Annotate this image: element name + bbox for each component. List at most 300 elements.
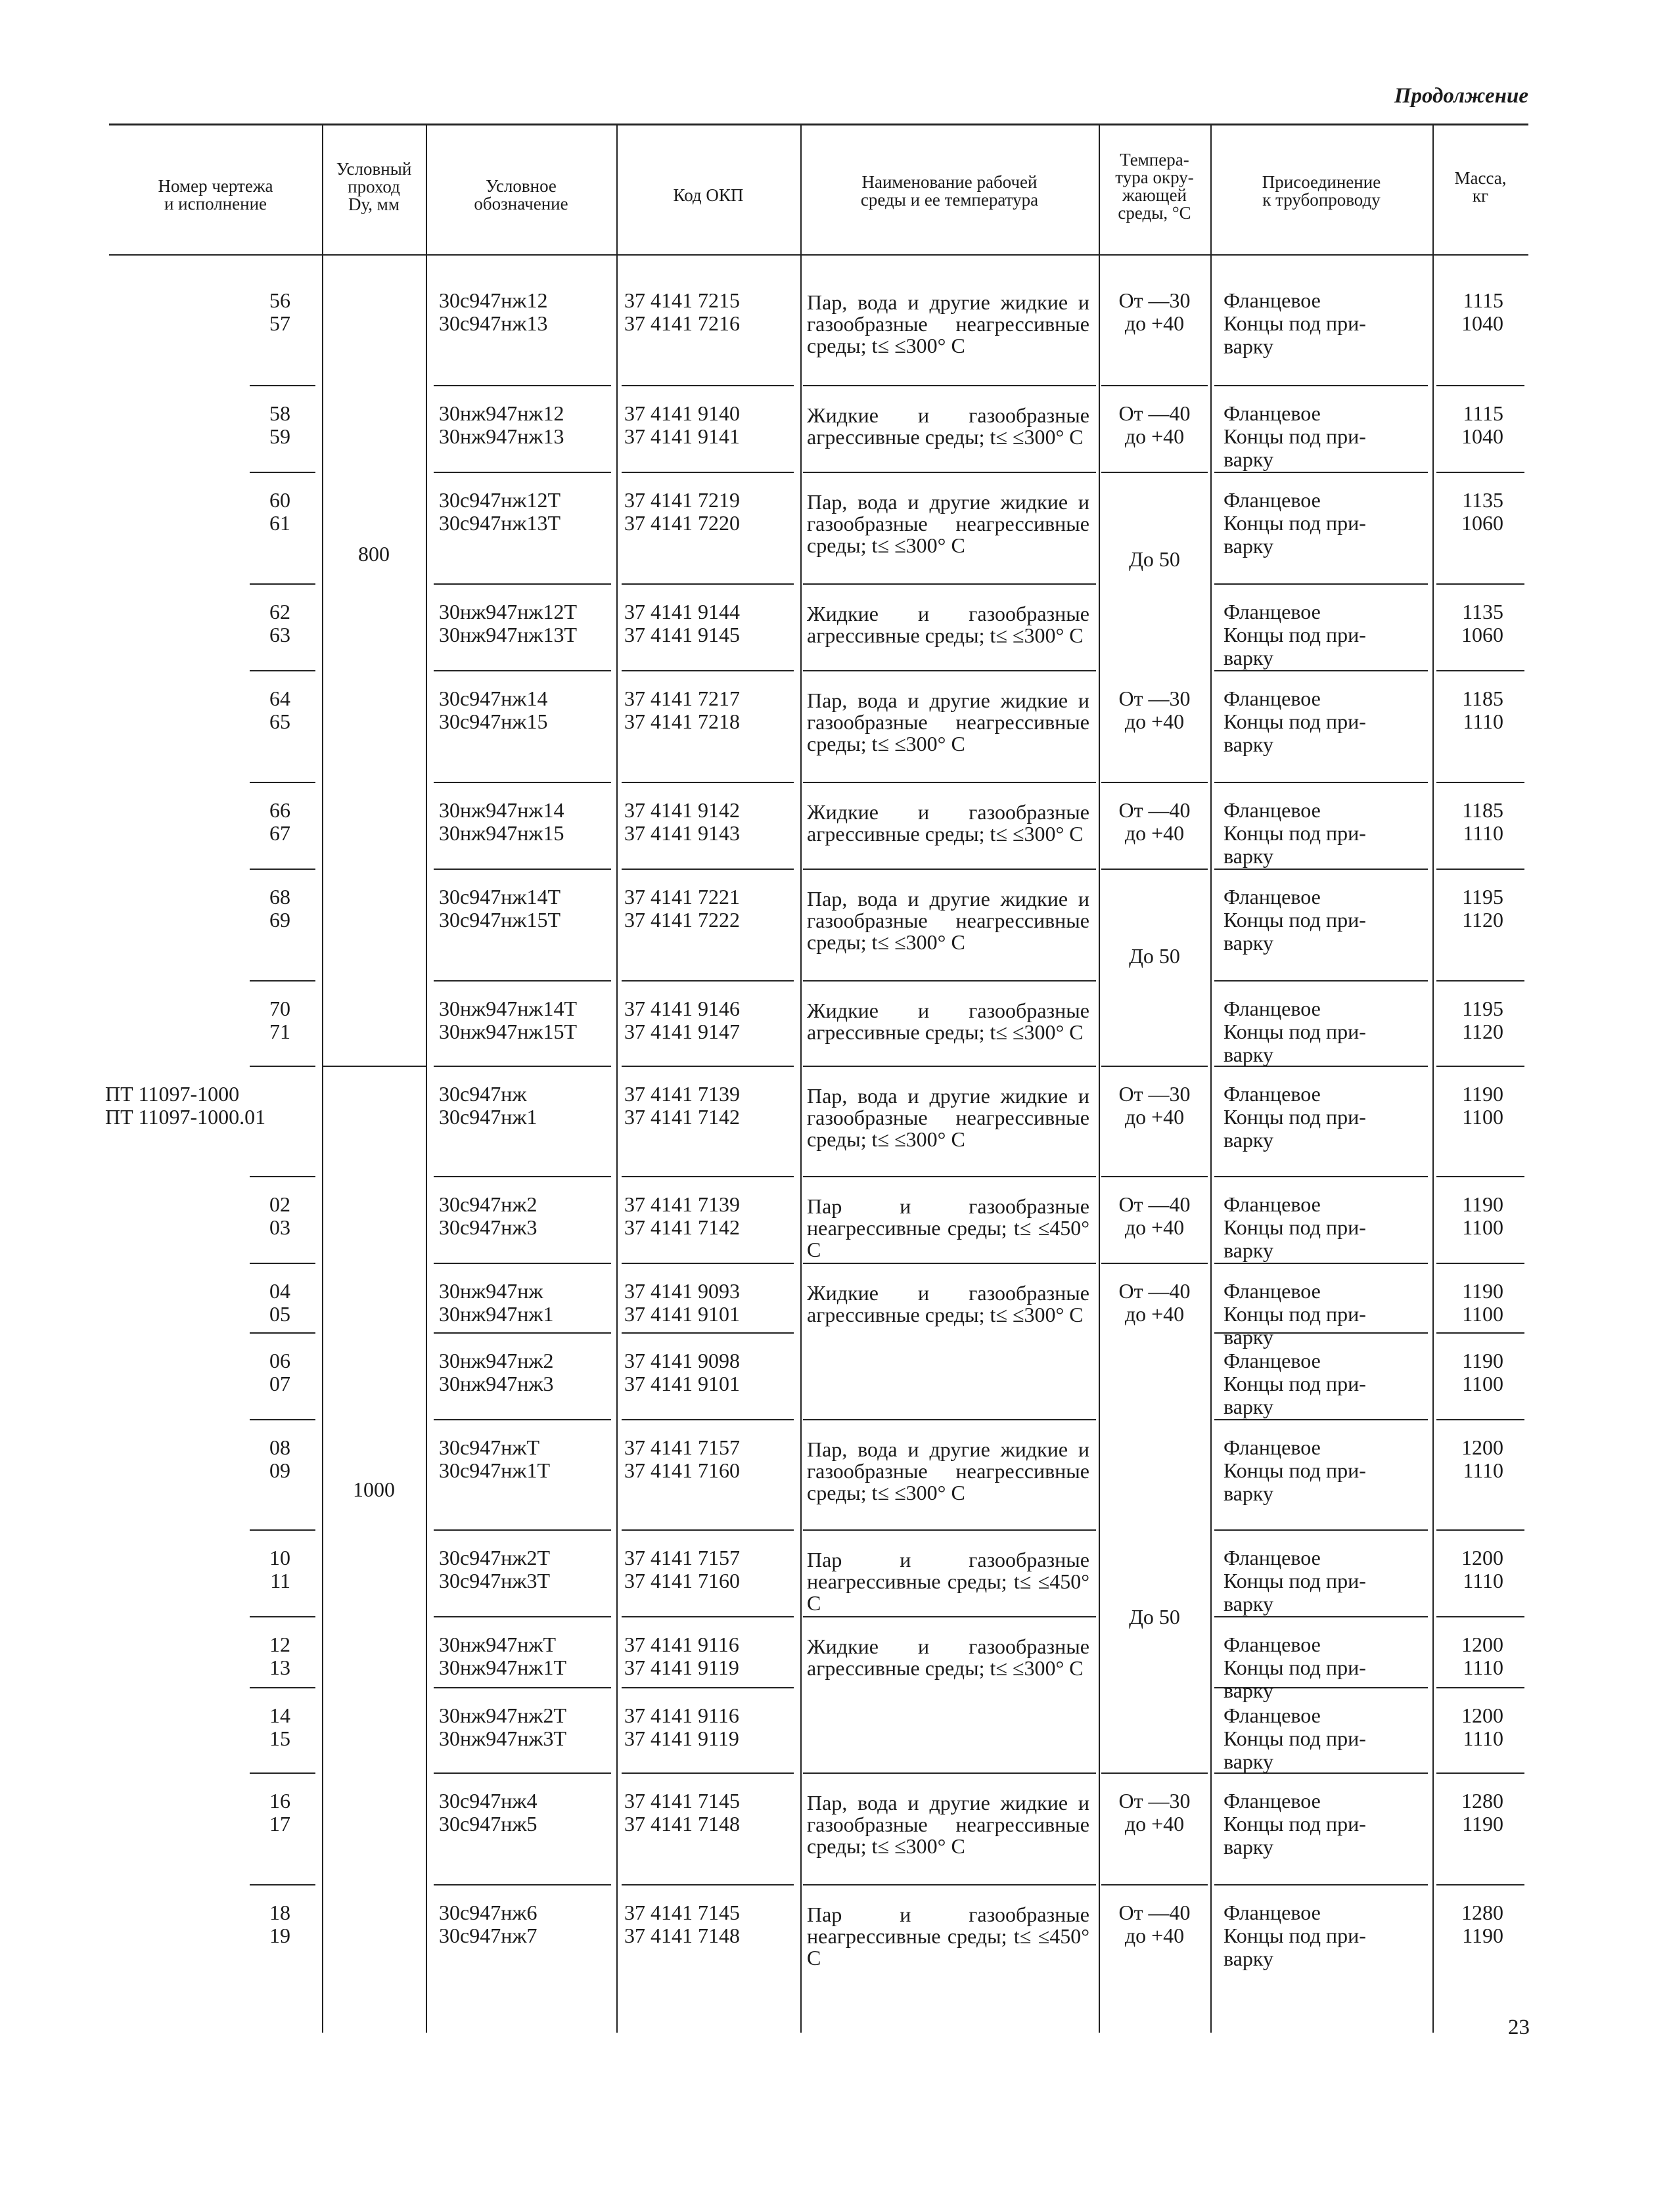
pipe-connection: Фланцевое (1223, 1192, 1321, 1216)
okp-code: 37 4141 9146 (624, 997, 740, 1020)
pipe-connection: варку (1223, 1043, 1273, 1066)
pipe-connection: варку (1223, 1325, 1273, 1349)
row-divider-designation (434, 1772, 611, 1774)
working-medium: Жидкие и газообразные агрессивные среды; t≤ ≤300° С (807, 403, 1089, 449)
column-header-7 (1210, 173, 1432, 209)
pipe-connection: варку (1223, 844, 1273, 868)
ambient-temperature: до +40 (1124, 1215, 1185, 1239)
ambient-temperature: До 50 (1129, 944, 1180, 968)
row-divider-connection (1214, 583, 1428, 585)
column-rule (616, 124, 618, 2033)
okp-code: 37 4141 7145 (624, 1789, 740, 1813)
designation: 30нж947нж14 (439, 798, 564, 822)
mass-value: 1100 (1462, 1302, 1503, 1326)
pipe-connection: варку (1223, 1238, 1273, 1262)
row-divider-okp (622, 1263, 794, 1264)
designation: 30с947нж15Т (439, 908, 560, 932)
row-divider-connection (1214, 1687, 1428, 1688)
row-divider-connection (1214, 1332, 1428, 1334)
row-divider-mass (1436, 1263, 1524, 1264)
row-divider-designation (434, 1529, 611, 1531)
okp-code: 37 4141 7218 (624, 710, 740, 733)
row-divider-okp (622, 670, 794, 671)
column-header-line: Масса, (1454, 168, 1507, 188)
ambient-temperature: До 50 (1129, 1605, 1180, 1629)
row-divider-medium (803, 1419, 1096, 1420)
column-header-8 (1432, 169, 1528, 205)
row-divider-number (250, 869, 315, 870)
ambient-temperature: до +40 (1124, 424, 1185, 448)
ambient-temperature: От —30 (1118, 687, 1191, 710)
row-divider-designation (434, 1263, 611, 1264)
row-divider-number (250, 1616, 315, 1617)
designation: 30нж947нжТ (439, 1633, 557, 1656)
ambient-temperature: От —40 (1118, 1279, 1191, 1303)
mass-value: 1060 (1461, 511, 1503, 535)
row-divider-number (250, 385, 315, 386)
pipe-connection: Концы под при- (1223, 821, 1366, 845)
mass-value: 1185 (1462, 687, 1503, 710)
designation: 30нж947нж14Т (439, 997, 578, 1020)
row-divider-number (250, 583, 315, 585)
okp-code: 37 4141 9142 (624, 798, 740, 822)
row-divider-mass (1436, 1687, 1524, 1688)
pipe-connection: варку (1223, 733, 1273, 756)
okp-code: 37 4141 7157 (624, 1435, 740, 1459)
page-number: 23 (1508, 2016, 1530, 2039)
designation: 30с947нж14 (439, 687, 548, 710)
okp-code: 37 4141 7142 (624, 1215, 740, 1239)
okp-code: 37 4141 9147 (624, 1020, 740, 1043)
column-header-line: тура окру- (1115, 168, 1194, 187)
designation: 30с947нж3Т (439, 1569, 550, 1592)
mass-value: 1190 (1462, 1082, 1503, 1106)
temperature-divider (1101, 869, 1208, 870)
designation: 30с947нж3 (439, 1215, 537, 1239)
row-divider-designation (434, 1066, 611, 1067)
mass-value: 1195 (1462, 997, 1503, 1020)
mass-value: 1110 (1463, 1727, 1503, 1750)
okp-code: 37 4141 7139 (624, 1082, 740, 1106)
pipe-connection: варку (1223, 1749, 1273, 1773)
mass-value: 1040 (1461, 424, 1503, 448)
column-header-3 (426, 177, 616, 213)
drawing-number: 05 (269, 1302, 290, 1326)
ambient-temperature: От —40 (1118, 1901, 1191, 1924)
okp-code: 37 4141 7157 (624, 1546, 740, 1569)
drawing-number: ПТ 11097-1000.01 (105, 1105, 266, 1129)
mass-value: 1190 (1462, 1924, 1503, 1947)
designation: 30нж947нж12 (439, 401, 564, 425)
pipe-connection: варку (1223, 1592, 1273, 1615)
working-medium: Жидкие и газообразные агрессивные среды; t≤ ≤300° С (807, 800, 1089, 846)
ambient-temperature: От —30 (1118, 1082, 1191, 1106)
row-divider-mass (1436, 472, 1524, 473)
pipe-connection: Фланцевое (1223, 288, 1321, 312)
pipe-connection: варку (1223, 1128, 1273, 1152)
column-header-line: среды, °С (1118, 203, 1191, 223)
working-medium: Пар и газообразные неагрессивные среды; t≤ ≤450° С (807, 1903, 1089, 1970)
pipe-connection: Концы под при- (1223, 1656, 1366, 1679)
row-divider-designation (434, 385, 611, 386)
pipe-connection: Концы под при- (1223, 1372, 1366, 1395)
row-divider-number (250, 1772, 315, 1774)
designation: 30нж947нж1 (439, 1302, 554, 1326)
column-rule (1210, 124, 1212, 2033)
mass-value: 1280 (1461, 1901, 1503, 1924)
designation: 30нж947нж15 (439, 821, 564, 845)
row-divider-designation (434, 472, 611, 473)
working-medium: Пар, вода и другие жидкие и газообразные неагрессивные среды; t≤ ≤300° С (807, 688, 1089, 756)
row-divider-medium (803, 782, 1096, 783)
column-header-line: проход (348, 177, 400, 196)
row-divider-designation (434, 869, 611, 870)
row-divider-okp (622, 782, 794, 783)
designation: 30с947нжТ (439, 1435, 539, 1459)
designation: 30нж947нж (439, 1279, 543, 1303)
designation: 30с947нж5 (439, 1812, 537, 1836)
working-medium: Жидкие и газообразные агрессивные среды; t≤ ≤300° С (807, 1635, 1089, 1680)
ambient-temperature: до +40 (1124, 1302, 1185, 1326)
row-divider-mass (1436, 1332, 1524, 1334)
working-medium: Жидкие и газообразные агрессивные среды; t≤ ≤300° С (807, 999, 1089, 1044)
row-divider-okp (622, 869, 794, 870)
ambient-temperature: до +40 (1124, 1105, 1185, 1129)
column-header-1 (109, 177, 322, 213)
row-divider-medium (803, 583, 1096, 585)
drawing-number: 71 (269, 1020, 290, 1043)
pipe-connection: Фланцевое (1223, 401, 1321, 425)
mass-value: 1100 (1462, 1105, 1503, 1129)
row-divider-mass (1436, 1529, 1524, 1531)
row-divider-designation (434, 782, 611, 783)
pipe-connection: варку (1223, 447, 1273, 471)
row-divider-mass (1436, 1884, 1524, 1885)
designation: 30с947нж13Т (439, 511, 560, 535)
pipe-connection: Фланцевое (1223, 885, 1321, 909)
drawing-number: 07 (269, 1372, 290, 1395)
drawing-number: 10 (269, 1546, 290, 1569)
row-divider-connection (1214, 385, 1428, 386)
designation: 30с947нж (439, 1082, 527, 1106)
row-divider-okp (622, 1066, 794, 1067)
pipe-connection: Концы под при- (1223, 908, 1366, 932)
okp-code: 37 4141 7219 (624, 488, 740, 512)
row-divider-mass (1436, 1616, 1524, 1617)
pipe-connection: Фланцевое (1223, 1901, 1321, 1924)
working-medium: Пар, вода и другие жидкие и газообразные неагрессивные среды; t≤ ≤300° С (807, 1437, 1089, 1504)
okp-code: 37 4141 7142 (624, 1105, 740, 1129)
mass-value: 1135 (1462, 488, 1503, 512)
okp-code: 37 4141 9116 (624, 1633, 739, 1656)
row-divider-mass (1436, 1066, 1524, 1067)
row-divider-number (250, 670, 315, 671)
designation: 30с947нж2Т (439, 1546, 550, 1569)
pipe-connection: Концы под при- (1223, 311, 1366, 335)
row-divider-medium (803, 1616, 1096, 1617)
pipe-connection: Концы под при- (1223, 1302, 1366, 1326)
mass-value: 1040 (1461, 311, 1503, 335)
drawing-number: 06 (269, 1349, 290, 1372)
okp-code: 37 4141 7139 (624, 1192, 740, 1216)
row-divider-mass (1436, 1772, 1524, 1774)
mass-value: 1200 (1461, 1633, 1503, 1656)
row-divider-designation (434, 1616, 611, 1617)
pipe-connection: Концы под при- (1223, 1924, 1366, 1947)
row-divider-okp (622, 1687, 794, 1688)
column-header-line: Наименование рабочей (861, 172, 1038, 192)
row-divider-mass (1436, 869, 1524, 870)
working-medium: Пар, вода и другие жидкие и газообразные неагрессивные среды; t≤ ≤300° С (807, 1084, 1089, 1151)
drawing-number: 68 (269, 885, 290, 909)
row-divider-okp (622, 1332, 794, 1334)
row-divider-designation (434, 1884, 611, 1885)
row-divider-okp (622, 385, 794, 386)
row-divider-connection (1214, 1066, 1428, 1067)
ambient-temperature: до +40 (1124, 1924, 1185, 1947)
row-divider-okp (622, 472, 794, 473)
okp-code: 37 4141 7217 (624, 687, 740, 710)
column-header-line: Условное (486, 176, 557, 196)
row-divider-number (250, 1066, 315, 1067)
diameter-1000: 1000 (353, 1478, 395, 1501)
designation: 30с947нж14Т (439, 885, 560, 909)
okp-code: 37 4141 9093 (624, 1279, 740, 1303)
ambient-temperature: От —40 (1118, 401, 1191, 425)
okp-code: 37 4141 7221 (624, 885, 740, 909)
pipe-connection: Фланцевое (1223, 997, 1321, 1020)
pipe-connection: Концы под при- (1223, 1215, 1366, 1239)
row-divider-medium (803, 1263, 1096, 1264)
drawing-number: 16 (269, 1789, 290, 1813)
mass-value: 1115 (1463, 401, 1503, 425)
drawing-number: 13 (269, 1656, 290, 1679)
mass-value: 1120 (1462, 1020, 1503, 1043)
drawing-number: 64 (269, 687, 290, 710)
designation: 30нж947нж3 (439, 1372, 554, 1395)
designation: 30с947нж1 (439, 1105, 537, 1129)
designation: 30нж947нж12Т (439, 600, 578, 623)
row-divider-okp (622, 1529, 794, 1531)
temperature-divider (1101, 1176, 1208, 1177)
designation: 30с947нж13 (439, 311, 548, 335)
pipe-connection: варку (1223, 1679, 1273, 1702)
ambient-temperature: От —40 (1118, 1192, 1191, 1216)
drawing-number: 15 (269, 1727, 290, 1750)
column-header-6 (1099, 151, 1210, 222)
pipe-connection: Концы под при- (1223, 623, 1366, 646)
ambient-temperature: до +40 (1124, 311, 1185, 335)
column-header-line: Условный (336, 159, 412, 179)
pipe-connection: варку (1223, 1947, 1273, 1970)
row-divider-connection (1214, 1529, 1428, 1531)
designation: 30с947нж12Т (439, 488, 560, 512)
okp-code: 37 4141 7220 (624, 511, 740, 535)
row-divider-connection (1214, 1263, 1428, 1264)
pipe-connection: Фланцевое (1223, 1633, 1321, 1656)
column-header-line: и исполнение (164, 194, 267, 214)
column-header-5 (800, 173, 1099, 209)
drawing-number: 09 (269, 1458, 290, 1482)
row-divider-medium (803, 1176, 1096, 1177)
row-divider-designation (434, 1687, 611, 1688)
row-divider-medium (803, 385, 1096, 386)
working-medium: Пар, вода и другие жидкие и газообразные неагрессивные среды; t≤ ≤300° С (807, 490, 1089, 557)
row-divider-medium (803, 670, 1096, 671)
row-divider-mass (1436, 385, 1524, 386)
okp-code: 37 4141 7145 (624, 1901, 740, 1924)
mass-value: 1190 (1462, 1812, 1503, 1836)
row-divider-designation (434, 1332, 611, 1334)
row-divider-mass (1436, 1176, 1524, 1177)
designation: 30нж947нж13Т (439, 623, 578, 646)
continuation-label: Продолжение (1394, 84, 1528, 108)
drawing-number: 62 (269, 600, 290, 623)
column-header-line: Присоединение (1262, 172, 1381, 192)
designation: 30нж947нж1Т (439, 1656, 567, 1679)
pipe-connection: Фланцевое (1223, 1082, 1321, 1106)
row-divider-medium (803, 1529, 1096, 1531)
row-divider-connection (1214, 1419, 1428, 1420)
ambient-temperature: От —30 (1118, 288, 1191, 312)
row-divider-mass (1436, 1419, 1524, 1420)
pipe-connection: варку (1223, 1395, 1273, 1418)
row-divider-designation (434, 1176, 611, 1177)
column-header-2 (322, 160, 426, 214)
okp-code: 37 4141 7148 (624, 1924, 740, 1947)
ambient-temperature: До 50 (1129, 547, 1180, 571)
row-divider-medium (803, 1066, 1096, 1067)
drawing-number: 69 (269, 908, 290, 932)
row-divider-connection (1214, 1772, 1428, 1774)
row-divider-number (250, 782, 315, 783)
row-divider-mass (1436, 670, 1524, 671)
mass-value: 1100 (1462, 1215, 1503, 1239)
pipe-connection: Фланцевое (1223, 488, 1321, 512)
row-divider-connection (1214, 1616, 1428, 1617)
column-header-line: кг (1472, 186, 1489, 206)
drawing-number: 61 (269, 511, 290, 535)
temperature-divider (1101, 782, 1208, 783)
mass-value: 1190 (1462, 1349, 1503, 1372)
mass-value: 1200 (1461, 1546, 1503, 1569)
designation: 30с947нж12 (439, 288, 548, 312)
mass-value: 1110 (1463, 821, 1503, 845)
row-divider-designation (434, 583, 611, 585)
okp-code: 37 4141 7215 (624, 288, 740, 312)
column-header-line: Dу, мм (348, 194, 400, 214)
row-divider-connection (1214, 472, 1428, 473)
pipe-connection: варку (1223, 646, 1273, 669)
okp-code: 37 4141 7160 (624, 1458, 740, 1482)
mass-value: 1190 (1462, 1192, 1503, 1216)
column-header-line: жающей (1122, 185, 1187, 205)
temperature-divider (1101, 1263, 1208, 1264)
ambient-temperature: до +40 (1124, 821, 1185, 845)
column-header-4 (616, 187, 800, 204)
row-divider-connection (1214, 1176, 1428, 1177)
drawing-number: 02 (269, 1192, 290, 1216)
row-divider-medium (803, 1772, 1096, 1774)
pipe-connection: варку (1223, 931, 1273, 955)
pipe-connection: Концы под при- (1223, 1105, 1366, 1129)
designation: 30с947нж15 (439, 710, 548, 733)
row-divider-medium (803, 472, 1096, 473)
row-divider-medium (803, 1884, 1096, 1885)
okp-code: 37 4141 7216 (624, 311, 740, 335)
row-divider-okp (622, 1419, 794, 1420)
row-divider-medium (803, 869, 1096, 870)
mass-value: 1110 (1463, 710, 1503, 733)
row-divider-medium (803, 980, 1096, 982)
drawing-number: 65 (269, 710, 290, 733)
pipe-connection: Фланцевое (1223, 600, 1321, 623)
drawing-number: 04 (269, 1279, 290, 1303)
row-divider-mass (1436, 583, 1524, 585)
drawing-number: 03 (269, 1215, 290, 1239)
diameter-800: 800 (358, 542, 390, 566)
mass-value: 1110 (1463, 1458, 1503, 1482)
working-medium: Жидкие и газообразные агрессивные среды; t≤ ≤300° С (807, 1281, 1089, 1326)
working-medium: Пар и газообразные неагрессивные среды; t≤ ≤450° С (807, 1194, 1089, 1261)
pipe-connection: Концы под при- (1223, 710, 1366, 733)
okp-code: 37 4141 9116 (624, 1704, 739, 1727)
row-divider-number (250, 1263, 315, 1264)
working-medium: Пар, вода и другие жидкие и газообразные неагрессивные среды; t≤ ≤300° С (807, 1791, 1089, 1858)
row-divider-okp (622, 1616, 794, 1617)
okp-code: 37 4141 9101 (624, 1372, 740, 1395)
column-rule (426, 124, 427, 2033)
working-medium: Жидкие и газообразные агрессивные среды; t≤ ≤300° С (807, 602, 1089, 647)
row-divider-designation (434, 670, 611, 671)
pipe-connection: Концы под при- (1223, 1812, 1366, 1836)
pipe-connection: варку (1223, 334, 1273, 358)
drawing-number: 56 (269, 288, 290, 312)
row-divider-connection (1214, 670, 1428, 671)
okp-code: 37 4141 9119 (624, 1656, 739, 1679)
okp-code: 37 4141 7148 (624, 1812, 740, 1836)
temperature-divider (1101, 1066, 1208, 1067)
row-divider-number (250, 1176, 315, 1177)
mass-value: 1120 (1462, 908, 1503, 932)
row-divider-okp (622, 1884, 794, 1885)
designation: 30с947нж7 (439, 1924, 537, 1947)
row-divider-number (250, 472, 315, 473)
designation: 30нж947нж15Т (439, 1020, 578, 1043)
mass-value: 1280 (1461, 1789, 1503, 1813)
row-divider-okp (622, 1176, 794, 1177)
mass-value: 1115 (1463, 288, 1503, 312)
row-divider-connection (1214, 782, 1428, 783)
okp-code: 37 4141 7222 (624, 908, 740, 932)
pipe-connection: Фланцевое (1223, 1279, 1321, 1303)
row-divider-okp (622, 1772, 794, 1774)
okp-code: 37 4141 9101 (624, 1302, 740, 1326)
pipe-connection: Фланцевое (1223, 687, 1321, 710)
okp-code: 37 4141 7160 (624, 1569, 740, 1592)
row-divider-okp (622, 980, 794, 982)
okp-code: 37 4141 9119 (624, 1727, 739, 1750)
row-divider-connection (1214, 869, 1428, 870)
working-medium: Пар и газообразные неагрессивные среды; t≤ ≤450° С (807, 1548, 1089, 1615)
drawing-number: 59 (269, 424, 290, 448)
pipe-connection: варку (1223, 1481, 1273, 1505)
row-divider-mass (1436, 782, 1524, 783)
drawing-number: 57 (269, 311, 290, 335)
mass-value: 1135 (1462, 600, 1503, 623)
drawing-number: 11 (270, 1569, 290, 1592)
designation: 30с947нж2 (439, 1192, 537, 1216)
